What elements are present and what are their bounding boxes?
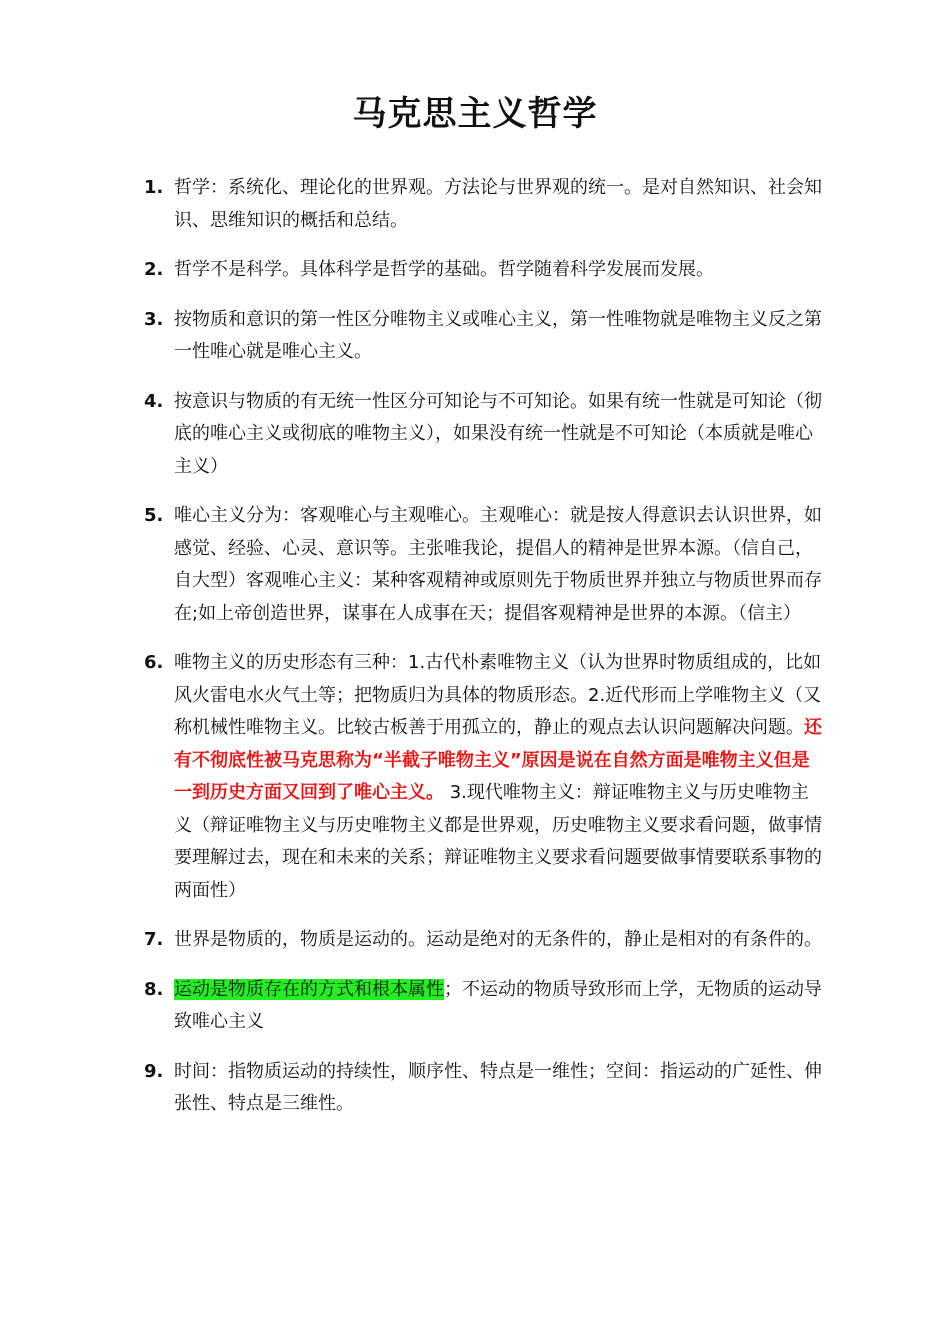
list-item xyxy=(144,924,824,957)
item-text-continued: 3.现代唯物主义：辩证唯物主义与历史唯物主义（辩证唯物主义与历史唯物主义都是世界观，历史唯物主义要求看问题，做事情要理解过去，现在和未来的关系；辩证唯物主义要求看问题要做事情要联系事物的两面性） xyxy=(174,782,822,901)
list-item xyxy=(144,500,824,630)
list-item xyxy=(144,1056,824,1121)
item-number: 2. xyxy=(144,259,164,280)
list-item xyxy=(144,172,824,237)
item-number: 5. xyxy=(144,505,164,526)
item-text: ；不运动的物质导致形而上学，无物质的运动导致唯心主义 xyxy=(174,978,822,1032)
item-text: 按物质和意识的第一性区分唯物主义或唯心主义，第一性唯物就是唯物主义反之第一性唯心就是唯心主义。 xyxy=(174,308,822,362)
item-number: 4. xyxy=(144,390,164,412)
item-text: 哲学：系统化、理论化的世界观。方法论与世界观的统一。是对自然知识、社会知识、思维知识的概括和总结。 xyxy=(174,177,822,231)
item-number: 8. xyxy=(144,978,164,1000)
item-text: 按意识与物质的有无统一性区分可知论与不可知论。如果有统一性就是可知论（彻底的唯心主义或彻底的唯物主义），如果没有统一性就是不可知论（本质就是唯心主义） xyxy=(174,390,822,477)
highlighted-text: 运动是物质存在的方式和根本属性 xyxy=(174,978,444,1000)
item-text: 唯物主义的历史形态有三种：1.古代朴素唯物主义（认为世界时物质组成的，比如风火雷电水火气土等；把物质归为具体的物质形态。2.近代形而上学唯物主义（又称机械性唯物主义。比较古板善于用孤立的，静止的观点去认识问题解决问题。 xyxy=(174,652,822,738)
numbered-list xyxy=(144,172,824,1138)
item-number: 9. xyxy=(144,1060,164,1082)
item-text: 唯心主义分为：客观唯心与主观唯心。主观唯心：就是按人得意识去认识世界，如感觉、经验、心灵、意识等。主张唯我论，提倡人的精神是世界本源。（信自己，自大型）客观唯心主义：某种客观精神或原则先于物质世界并独立与物质世界而存在;如上帝创造世界，谋事在人成事在天；提倡客观精神是世界的本源。（信主） xyxy=(174,505,822,624)
item-text: 哲学不是科学。具体科学是哲学的基础。哲学随着科学发展而发展。 xyxy=(174,259,714,280)
item-number: 7. xyxy=(144,929,164,950)
page-title: 马克思主义哲学 xyxy=(352,94,598,134)
item-text: 世界是物质的，物质是运动的。运动是绝对的无条件的，静止是相对的有条件的。 xyxy=(174,929,822,950)
item-number: 3. xyxy=(144,308,164,330)
emphasized-red-text: 还有不彻底性被马克思称为“半截子唯物主义”原因是说在自然方面是唯物主义但是一到历史方面又回到了唯心主义。 xyxy=(174,717,822,803)
list-item xyxy=(144,974,824,1039)
item-number: 1. xyxy=(144,177,164,198)
item-number: 6. xyxy=(144,652,164,673)
list-item xyxy=(144,304,824,369)
list-item xyxy=(144,254,824,287)
item-text: 时间：指物质运动的持续性，顺序性、特点是一维性；空间：指运动的广延性、伸张性、特点是三维性。 xyxy=(174,1060,822,1114)
list-item xyxy=(144,386,824,484)
list-item xyxy=(144,647,824,907)
